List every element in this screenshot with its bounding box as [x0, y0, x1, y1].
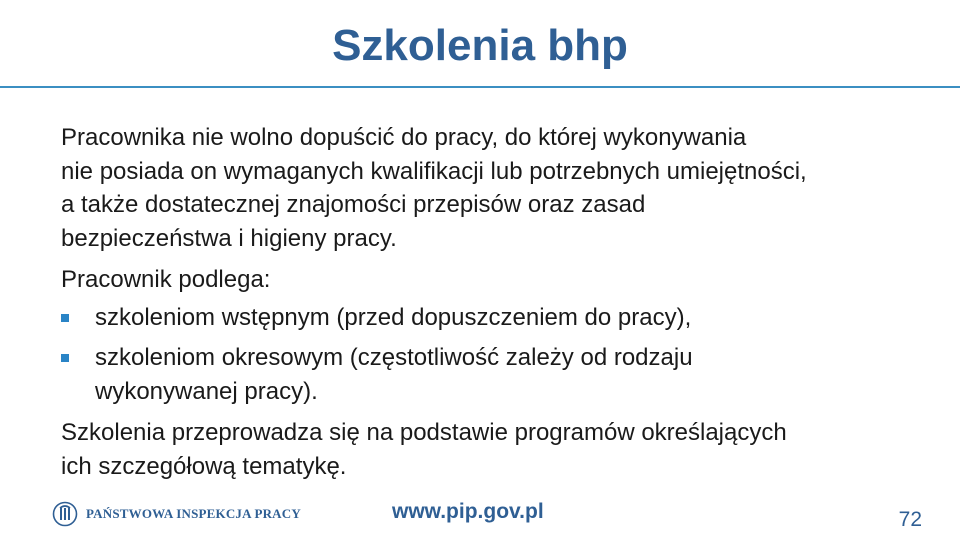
intro-line: a także dostatecznej znajomości przepisów oraz zasad [61, 191, 646, 218]
square-bullet-icon [61, 354, 69, 362]
square-bullet-icon [61, 314, 69, 322]
intro-line: Pracownika nie wolno dopuścić do pracy, do której wykonywania [61, 124, 747, 151]
bullet-text: szkoleniom wstępnym (przed dopuszczeniem do pracy), [95, 303, 692, 331]
slide-title: Szkolenia bhp [332, 21, 628, 70]
lead-paragraph: Pracownik podlega: [61, 266, 271, 293]
website-link[interactable]: www.pip.gov.pl [392, 500, 544, 523]
closing-line: Szkolenia przeprowadza się na podstawie programów określających [61, 419, 787, 446]
intro-line: bezpieczeństwa i higieny pracy. [61, 224, 397, 252]
page-number: 72 [898, 508, 922, 531]
logo-text: PAŃSTWOWA INSPEKCJA PRACY [86, 506, 301, 521]
bullet-item [61, 341, 911, 408]
closing-line: ich szczegółową tematykę. [61, 452, 347, 480]
title-divider [0, 86, 960, 88]
slide-body [61, 121, 911, 483]
pip-logo [52, 499, 301, 529]
bullet-text: szkoleniom okresowym (częstotliwość zależy od rodzaju [95, 344, 693, 371]
closing-paragraph [61, 416, 911, 483]
pip-emblem-icon [52, 501, 78, 527]
bullet-text: wykonywanej pracy). [95, 377, 318, 405]
bullet-item [61, 301, 911, 335]
intro-line: nie posiada on wymaganych kwalifikacji lub potrzebnych umiejętności, [61, 157, 807, 185]
bullet-list [61, 301, 911, 409]
intro-paragraph [61, 121, 911, 255]
